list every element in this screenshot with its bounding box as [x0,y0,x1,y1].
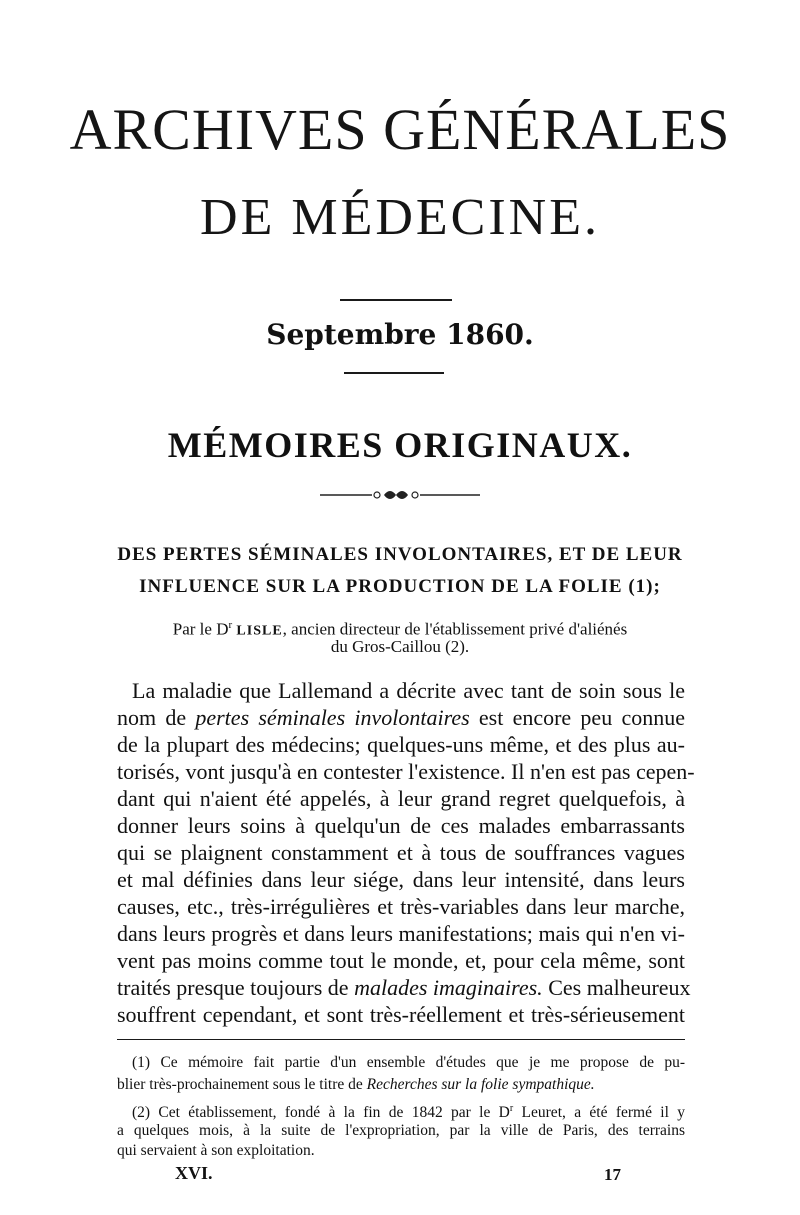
ornament-divider [320,485,480,505]
issue-date: Septembre 1860. [266,318,534,351]
footnote-2-line3: qui servaient à son exploitation. [117,1142,315,1159]
body-line: de la plupart des médecins; quelques-uns même, et des plus au- [117,732,685,757]
footnote-1-line1: (1) Ce mémoire fait partie d'un ensemble d'études que je me propose de pu- [132,1054,685,1071]
body-line: qui se plaignent constamment et à tous de souffrances vagues [117,840,685,865]
byline-prefix: Par le D [172,619,229,639]
body-line: vent pas moins comme tout le monde, et, pour cela même, sont [117,948,685,973]
footnote-1-line2: blier très-prochainement sous le titre de Recherches sur la folie sympathique. [117,1076,595,1093]
body-line: et mal définies dans leur siége, dans leur intensité, dans leurs [117,867,685,892]
footnote-separator [117,1039,685,1040]
body-line: torisés, vont jusqu'à en contester l'existence. Il n'en est pas cepen- [117,759,695,784]
emphasis-text: pertes séminales involontaires [195,705,470,730]
journal-title-line2: DE MÉDECINE. [200,189,600,246]
journal-title-line1: ARCHIVES GÉNÉRALES [69,97,731,162]
body-line: nom de pertes séminales involontaires est encore peu connue [117,705,685,730]
body-line: La maladie que Lallemand a décrite avec tant de soin sous le [132,678,685,703]
section-heading: MÉMOIRES ORIGINAUX. [167,425,633,465]
byline-author: LISLE [236,623,283,639]
rule-bottom [344,372,444,374]
body-line: traités presque toujours de malades imaginaires. Ces malheureux [117,975,691,1000]
rule-top [340,299,452,301]
article-title-line1: DES PERTES SÉMINALES INVOLONTAIRES, ET DE LEUR [117,544,683,565]
footnote-2-line2: a quelques mois, à la suite de l'expropriation, par la ville de Paris, des terrains [117,1122,685,1139]
byline-sup: r [228,619,233,631]
article-title-line2: INFLUENCE SUR LA PRODUCTION DE LA FOLIE (1); [139,576,661,597]
emphasis-text: Recherches sur la folie sympathique. [366,1076,595,1093]
body-line: donner leurs soins à quelqu'un de ces malades embarrassants [117,813,685,838]
page-number: 17 [604,1165,621,1184]
body-line: dans leurs progrès et dans leurs manifestations; mais qui n'en vi- [117,921,685,946]
signature-mark: XVI. [175,1163,213,1183]
byline-affiliation: , ancien directeur de l'établissement privé d'aliénés [282,619,628,639]
body-line: souffrent cependant, et sont très-réellement et très-sérieusement [117,1002,685,1027]
body-line: dant qui n'aient été appelés, à leur grand regret quelquefois, à [117,786,685,811]
body-line: causes, etc., très-irrégulières et très-variables dans leur marche, [117,894,685,919]
article-byline-line2: du Gros-Caillou (2). [330,637,470,656]
footnote-2-line1: (2) Cet établissement, fondé à la fin de 1842 par le $D^r$ Leuret, a été fermé il y [132,1103,685,1122]
emphasis-text: malades imaginaires. [354,975,543,1000]
